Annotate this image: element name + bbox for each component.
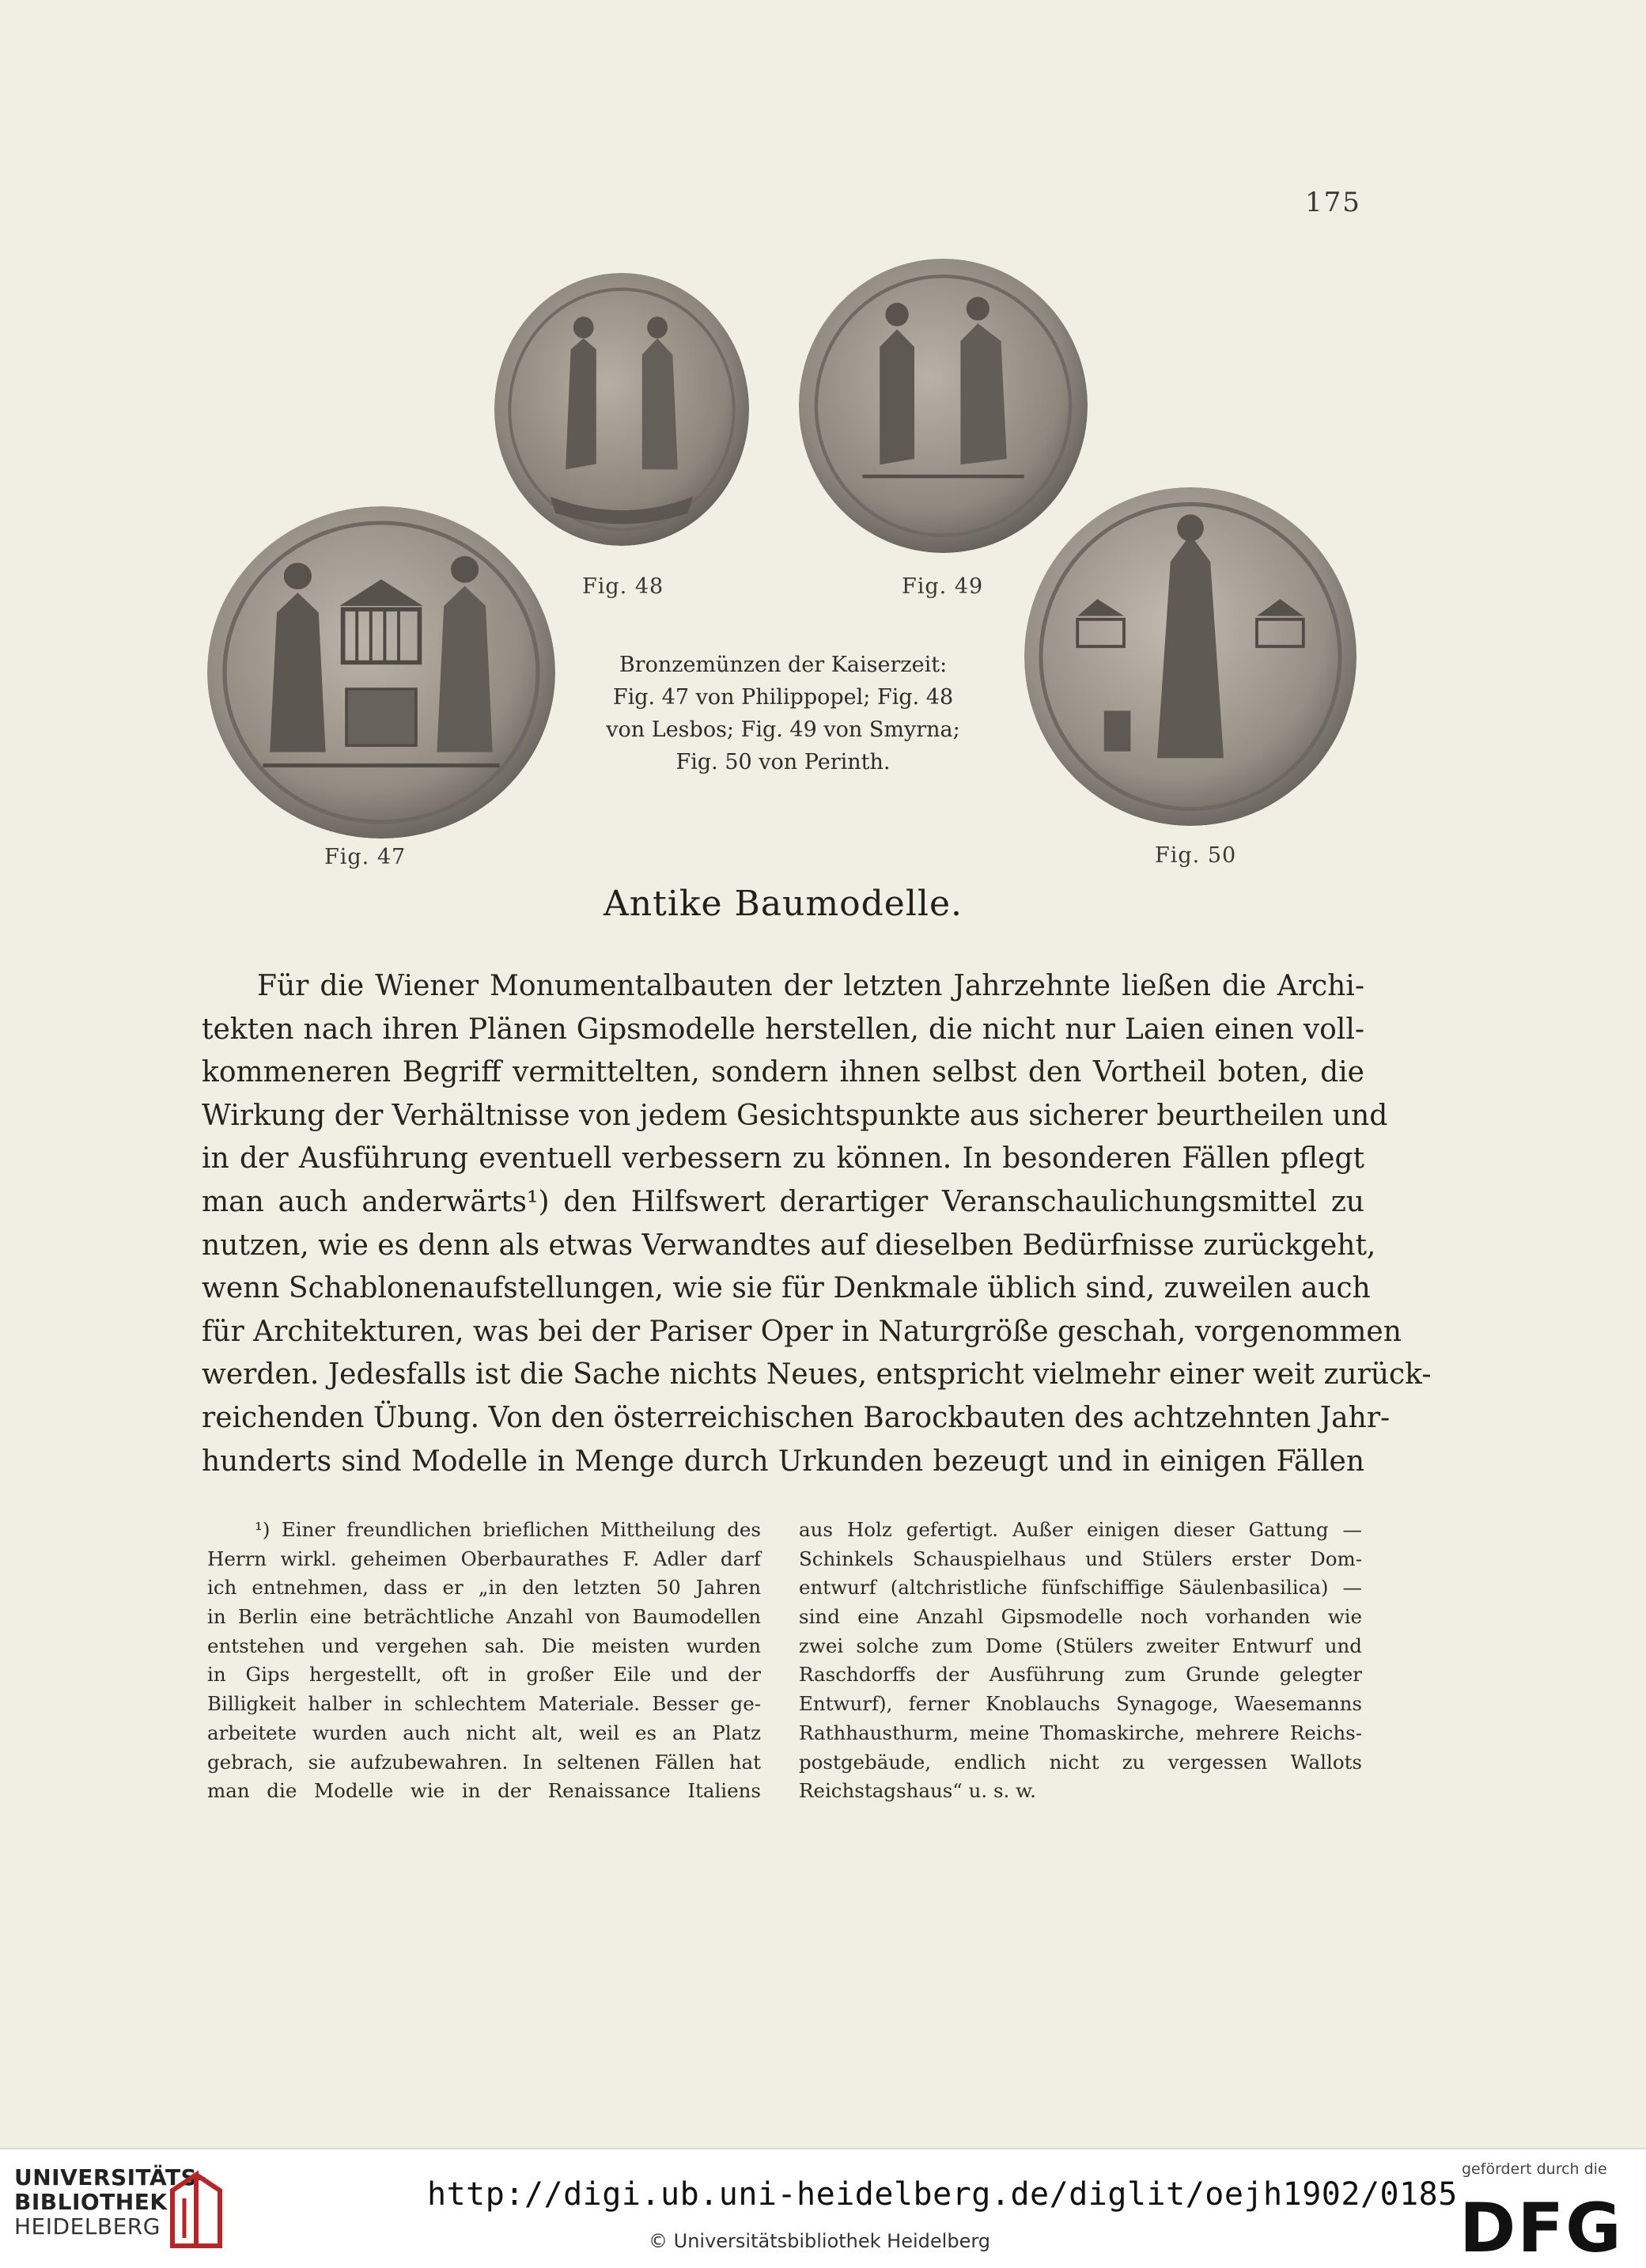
library-name-line: BIBLIOTHEK: [14, 2189, 168, 2215]
body-line: Wirkung der Verhältnisse von jedem Gesichtspunkte aus sicherer beurtheilen und: [202, 1099, 1388, 1132]
copyright-notice: © Universitätsbibliothek Heidelberg: [649, 2230, 991, 2252]
caption-line: Fig. 50 von Perinth.: [675, 750, 891, 774]
coin-image-fig50: [1024, 487, 1357, 826]
footnote-line: postgebäude, endlich nicht zu vergessen Wallots: [799, 1750, 1362, 1774]
footnote-line: Herrn wirkl. geheimen Oberbaurathes F. Adler darf: [207, 1547, 761, 1570]
permalink-url[interactable]: http://digi.ub.uni-heidelberg.de/diglit/oejh1902/0185: [427, 2176, 1458, 2213]
figure-label-47: Fig. 47: [324, 845, 407, 869]
footnote-line: Schinkels Schauspielhaus und Stülers erster Dom-: [799, 1547, 1362, 1570]
footnote-right-column: [799, 1516, 1362, 1806]
footnote-line: Raschdorffs der Ausführung zum Grunde gelegter: [799, 1663, 1362, 1687]
body-line: hunderts sind Modelle in Menge durch Urkunden bezeugt und in einigen Fällen: [202, 1444, 1364, 1478]
body-line: tekten nach ihren Plänen Gipsmodelle herstellen, die nicht nur Laien einen voll-: [202, 1013, 1364, 1046]
body-text: [202, 965, 1432, 1483]
coin-image-fig47: [207, 506, 555, 839]
footnote-line: zwei solche zum Dome (Stülers zweiter Entwurf und: [799, 1634, 1362, 1657]
section-title: Antike Baumodelle.: [603, 884, 963, 924]
viewer-footer: [0, 2148, 1646, 2268]
footnote-line: Entwurf), ferner Knoblauchs Synagoge, Waesemanns: [799, 1692, 1362, 1716]
coin-image-fig49: [799, 259, 1088, 553]
body-line: nutzen, wie es denn als etwas Verwandtes auf dieselben Bedürfnisse zurückgeht,: [202, 1229, 1376, 1262]
footnote-line: Billigkeit halber in schlechtem Materiale. Besser ge-: [207, 1692, 761, 1716]
caption-line: von Lesbos; Fig. 49 von Smyrna;: [606, 718, 960, 742]
body-line: in der Ausführung eventuell verbessern zu können. In besonderen Fällen pflegt: [202, 1142, 1364, 1176]
figure-caption: [597, 649, 969, 778]
body-line: wenn Schablonenaufstellungen, wie sie für Denkmale üblich sind, zuweilen auch: [202, 1272, 1371, 1305]
caption-line: Bronzemünzen der Kaiserzeit:: [619, 653, 948, 677]
body-line: man auch anderwärts¹) den Hilfswert derartiger Veranschaulichungsmittel zu: [202, 1185, 1364, 1218]
footnote-line: entstehen und vergehen sah. Die meisten wurden: [207, 1634, 761, 1657]
page-number: 175: [1305, 187, 1361, 218]
footnote-line: sind eine Anzahl Gipsmodelle noch vorhanden wie: [799, 1605, 1362, 1629]
footnote-line: entwurf (altchristliche fünfschiffige Säulenbasilica) —: [799, 1576, 1362, 1600]
dfg-logo[interactable]: DFG: [1459, 2189, 1623, 2268]
footnote-line: arbeitete wurden auch nicht alt, weil es an Platz: [207, 1721, 761, 1744]
body-line: kommeneren Begriff vermittelten, sondern ihnen selbst den Vortheil boten, die: [202, 1056, 1364, 1089]
footnote-left-column: [207, 1516, 761, 1806]
figure-label-50: Fig. 50: [1155, 843, 1237, 868]
library-name-line: UNIVERSITÄTS-: [14, 2164, 207, 2190]
body-line: werden. Jedesfalls ist die Sache nichts Neues, entspricht vielmehr einer weit zurück-: [202, 1358, 1432, 1391]
body-line: für Architekturen, was bei der Pariser Oper in Naturgröße geschah, vorgenommen: [202, 1315, 1402, 1348]
dfg-funding-label: gefördert durch die: [1462, 2160, 1607, 2178]
caption-line: Fig. 47 von Philippopel; Fig. 48: [612, 685, 954, 710]
footnote-line: in Berlin eine beträchtliche Anzahl von Baumodellen: [207, 1605, 761, 1629]
figure-label-48: Fig. 48: [582, 574, 664, 599]
footnote-line: gebrach, sie aufzubewahren. In seltenen Fällen hat: [207, 1750, 761, 1774]
footnote-line: in Gips hergestellt, oft in großer Eile und der: [207, 1663, 761, 1687]
footnote-line: man die Modelle wie in der Renaissance Italiens: [207, 1779, 761, 1803]
footnote-line: ¹) Einer freundlichen brieflichen Mittheilung des: [255, 1518, 761, 1541]
library-logo-icon[interactable]: [165, 2167, 228, 2254]
figure-label-49: Fig. 49: [902, 574, 984, 599]
footnote-line: Reichstagshaus“ u. s. w.: [799, 1779, 1036, 1803]
footnote-line: aus Holz gefertigt. Außer einigen dieser Gattung —: [799, 1518, 1362, 1541]
coin-image-fig48: [494, 273, 749, 546]
footnote-line: ich entnehmen, dass er „in den letzten 50 Jahren: [207, 1576, 761, 1600]
footnote-line: Rathhausthurm, meine Thomaskirche, mehrere Reichs-: [799, 1721, 1362, 1744]
body-line: reichenden Übung. Von den österreichischen Barockbauten des achtzehnten Jahr-: [202, 1401, 1391, 1434]
library-name-line: HEIDELBERG: [14, 2213, 161, 2240]
body-line: Für die Wiener Monumentalbauten der letzten Jahrzehnte ließen die Archi-: [257, 970, 1364, 1002]
